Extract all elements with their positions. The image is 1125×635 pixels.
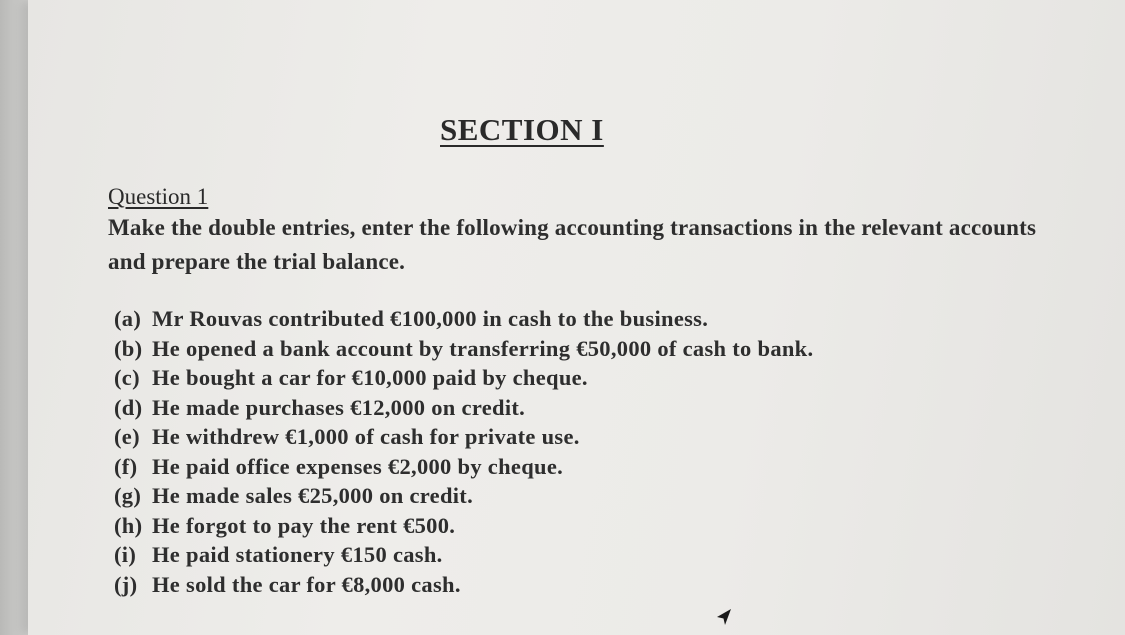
transaction-item	[114, 336, 1034, 366]
transaction-text: He forgot to pay the rent €500.	[152, 512, 456, 538]
monitor-bezel	[0, 0, 28, 635]
transaction-text: He paid stationery €150 cash.	[152, 542, 443, 567]
transaction-item	[114, 513, 1034, 543]
transaction-item	[114, 424, 1034, 454]
transaction-item	[114, 306, 1034, 336]
transaction-item	[114, 454, 1034, 484]
transaction-marker: (i)	[114, 542, 137, 567]
document-screen	[28, 0, 1125, 635]
transaction-item	[114, 395, 1034, 425]
transaction-marker: (e)	[114, 424, 140, 449]
transaction-marker: (j)	[114, 571, 138, 597]
transaction-text: He made sales €25,000 on credit.	[152, 483, 474, 508]
question-instruction: Make the double entries, enter the following accounting transactions in the relevant accounts and prepare the trial balance.	[108, 215, 1037, 274]
transaction-list	[114, 306, 1034, 601]
transaction-marker: (b)	[114, 335, 143, 361]
transaction-marker: (f)	[114, 453, 138, 479]
transaction-text: Mr Rouvas contributed €100,000 in cash to the business.	[152, 306, 709, 331]
transaction-text: He paid office expenses €2,000 by cheque.	[152, 453, 564, 479]
transaction-marker: (d)	[114, 394, 143, 420]
transaction-text: He bought a car for €10,000 paid by cheque.	[152, 365, 588, 390]
section-title: SECTION I	[440, 112, 604, 147]
transaction-text: He sold the car for €8,000 cash.	[152, 571, 461, 597]
transaction-item	[114, 542, 1034, 572]
document-page	[28, 0, 1125, 635]
transaction-marker: (h)	[114, 512, 143, 538]
mouse-pointer-icon	[716, 608, 732, 626]
transaction-marker: (a)	[114, 306, 142, 331]
transaction-marker: (c)	[114, 365, 140, 390]
transaction-item	[114, 365, 1034, 395]
transaction-item	[114, 572, 1034, 602]
question-label: Question 1	[108, 184, 209, 209]
transaction-item	[114, 483, 1034, 513]
transaction-marker: (g)	[114, 483, 142, 508]
transaction-text: He withdrew €1,000 of cash for private use.	[152, 424, 580, 449]
transaction-text: He opened a bank account by transferring €50,000 of cash to bank.	[152, 335, 814, 361]
transaction-text: He made purchases €12,000 on credit.	[152, 394, 526, 420]
